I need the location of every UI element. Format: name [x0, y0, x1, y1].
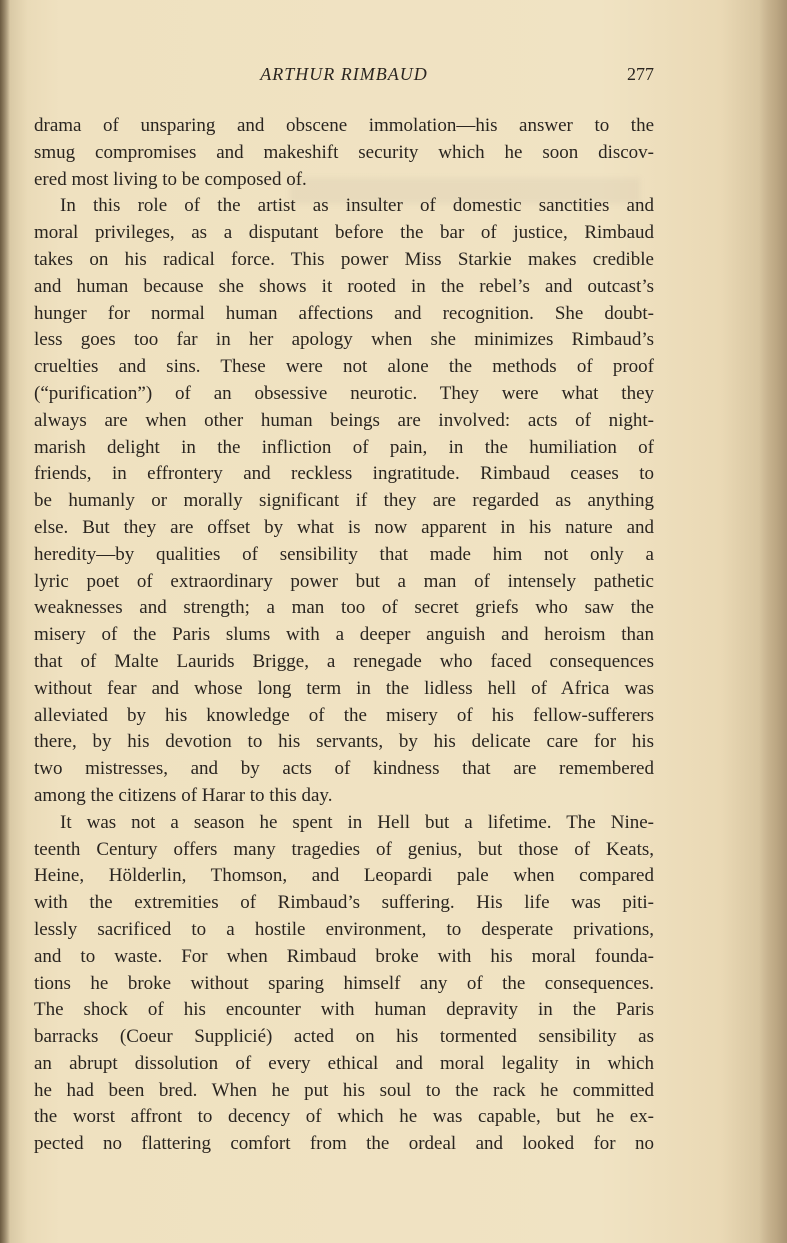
text-line: drama of unsparing and obscene immolation—his answer to the [34, 115, 654, 136]
text-line: The shock of his encounter with human depravity in the Paris [34, 999, 654, 1021]
text-line: barracks (Coeur Supplicié) acted on his tormented sensibility as [34, 1026, 654, 1048]
text-line: weaknesses and strength; a man too of secret griefs who saw the [34, 597, 654, 619]
text-line: that of Malte Laurids Brigge, a renegade who faced consequences [34, 650, 654, 672]
body-text [34, 113, 654, 1158]
text-line: there, by his devotion to his servants, by his delicate care for his [34, 731, 654, 753]
text-line: Heine, Hölderlin, Thomson, and Leopardi pale when compared [34, 865, 654, 887]
page-number: 277 [627, 64, 654, 84]
text-line: It was not a season he spent in Hell but a lifetime. The Nine- [60, 811, 654, 833]
text-line: less goes too far in her apology when she minimizes Rimbaud’s [34, 329, 654, 351]
text-line: (“purification”) of an obsessive neurotic. They were what they [34, 382, 654, 404]
text-line: ered most living to be composed of. [34, 168, 307, 190]
text-line: among the citizens of Harar to this day. [34, 784, 333, 806]
text-line: pected no flattering comfort from the ordeal and looked for no [34, 1133, 654, 1155]
text-line: smug compromises and makeshift security which he soon discov- [34, 141, 654, 163]
text-line: cruelties and sins. These were not alone the methods of proof [34, 356, 654, 378]
text-line: always are when other human beings are involved: acts of night- [34, 409, 654, 431]
text-line: and to waste. For when Rimbaud broke with his moral founda- [34, 945, 654, 967]
page-edge [759, 0, 787, 1243]
text-line: takes on his radical force. This power Miss Starkie makes credible [34, 248, 654, 270]
text-line: hunger for normal human affections and recognition. She doubt- [34, 302, 654, 324]
text-line: and human because she shows it rooted in the rebel’s and outcast’s [34, 275, 654, 297]
text-line: alleviated by his knowledge of the misery of his fellow-sufferers [34, 704, 654, 726]
page-gutter-shadow [0, 0, 10, 1243]
text-line: friends, in effrontery and reckless ingratitude. Rimbaud ceases to [34, 463, 654, 485]
running-title: ARTHUR RIMBAUD [260, 64, 428, 84]
text-line: In this role of the artist as insulter of domestic sanctities and [60, 195, 654, 217]
text-line: lyric poet of extraordinary power but a man of intensely pathetic [34, 570, 654, 592]
text-line: lessly sacrificed to a hostile environment, to desperate privations, [34, 918, 654, 940]
text-line: with the extremities of Rimbaud’s suffering. His life was piti- [34, 892, 654, 914]
running-header [34, 64, 654, 90]
text-line: heredity—by qualities of sensibility that made him not only a [34, 543, 654, 565]
text-line: tions he broke without sparing himself any of the consequences. [34, 972, 654, 994]
text-line: the worst affront to decency of which he was capable, but he ex- [34, 1106, 654, 1128]
text-line: without fear and whose long term in the lidless hell of Africa was [34, 677, 654, 699]
text-line: he had been bred. When he put his soul to the rack he committed [34, 1079, 654, 1101]
text-line: moral privileges, as a disputant before the bar of justice, Rimbaud [34, 222, 654, 244]
text-line: teenth Century offers many tragedies of genius, but those of Keats, [34, 838, 654, 860]
text-line: be humanly or morally significant if they are regarded as anything [34, 490, 654, 512]
text-line: misery of the Paris slums with a deeper anguish and heroism than [34, 624, 654, 646]
text-line: an abrupt dissolution of every ethical and moral legality in which [34, 1052, 654, 1074]
text-line: else. But they are offset by what is now apparent in his nature and [34, 516, 654, 538]
text-line: two mistresses, and by acts of kindness that are remembered [34, 758, 654, 780]
text-line: marish delight in the infliction of pain, in the humiliation of [34, 436, 654, 458]
